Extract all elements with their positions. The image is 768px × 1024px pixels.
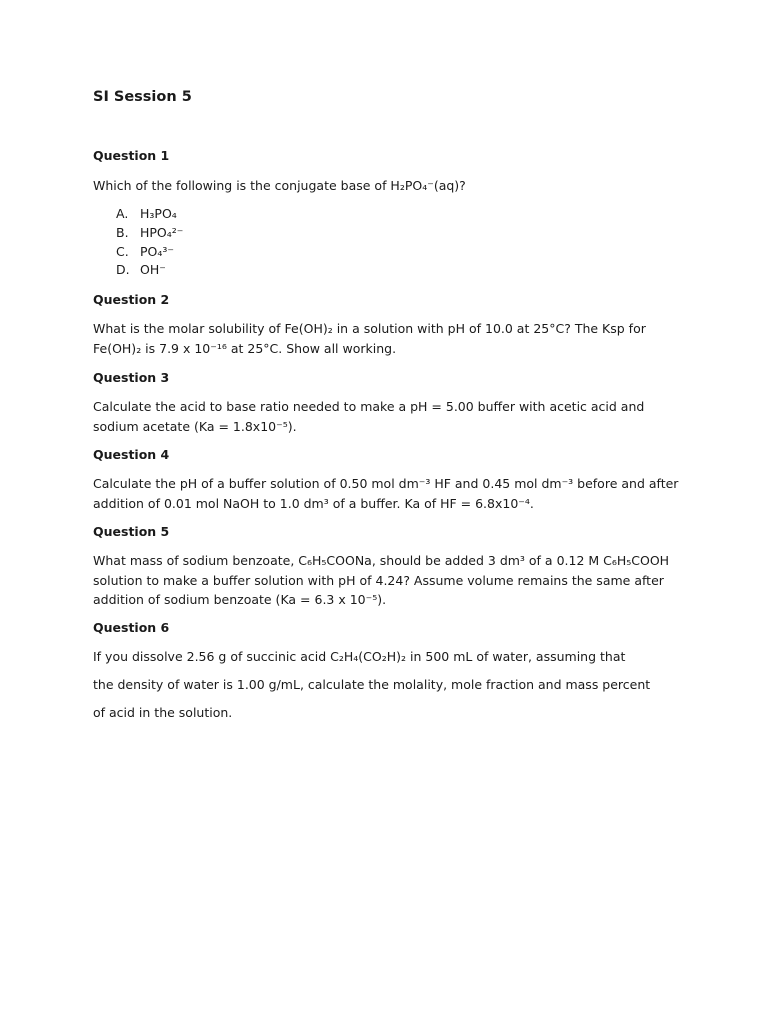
question-5-line-1: What mass of sodium benzoate, C₆H₅COONa, should be added 3 dm³ of a 0.12 M C₆H₅COOH xyxy=(93,553,670,568)
question-4-line-2: addition of 0.01 mol NaOH to 1.0 dm³ of a buffer. Ka of HF = 6.8x10⁻⁴. xyxy=(93,495,534,511)
question-2-heading: Question 2 xyxy=(93,292,170,307)
question-1 xyxy=(93,148,693,196)
question-4-line-1: Calculate the pH of a buffer solution of 0.50 mol dm⁻³ HF and 0.45 mol dm⁻³ before and after xyxy=(93,476,679,491)
question-4 xyxy=(93,447,693,513)
question-5-line-3: addition of sodium benzoate (Ka = 6.3 x 10⁻⁵). xyxy=(93,592,387,607)
option-a: A. H₃PO₄ xyxy=(116,206,177,221)
question-3-heading: Question 3 xyxy=(93,370,170,385)
question-5 xyxy=(93,524,693,610)
question-6-line-1: If you dissolve 2.56 g of succinic acid C₂H₄(CO₂H)₂ in 500 mL of water, assuming that xyxy=(93,649,626,664)
question-3-line-2: sodium acetate (Ka = 1.8x10⁻⁵). xyxy=(93,418,297,434)
page-title: SI Session 5 xyxy=(93,89,192,105)
question-5-line-2: solution to make a buffer solution with pH of 4.24? Assume volume remains the same after xyxy=(93,572,664,588)
question-1-stem: Which of the following is the conjugate base of H₂PO₄⁻(aq)? xyxy=(93,178,466,193)
question-3-line-1: Calculate the acid to base ratio needed to make a pH = 5.00 buffer with acetic acid and xyxy=(93,399,645,414)
option-d: D. OH⁻ xyxy=(116,262,166,278)
question-1-heading: Question 1 xyxy=(93,148,170,163)
question-2-line-2: Fe(OH)₂ is 7.9 x 10⁻¹⁶ at 25°C. Show all working. xyxy=(93,340,397,356)
question-6 xyxy=(93,620,693,727)
question-5-heading: Question 5 xyxy=(93,524,170,539)
option-c: C. PO₄³⁻ xyxy=(116,243,174,259)
question-1-options xyxy=(116,205,183,280)
question-6-line-3: of acid in the solution. xyxy=(93,705,233,720)
question-6-heading: Question 6 xyxy=(93,620,170,635)
question-2-line-1: What is the molar solubility of Fe(OH)₂ in a solution with pH of 10.0 at 25°C? The Ksp for xyxy=(93,321,646,336)
question-3 xyxy=(93,370,693,436)
question-6-line-2: the density of water is 1.00 g/mL, calculate the molality, mole fraction and mass percent xyxy=(93,677,651,692)
question-4-heading: Question 4 xyxy=(93,447,170,462)
option-b: B. HPO₄²⁻ xyxy=(116,224,184,240)
question-2 xyxy=(93,292,693,358)
